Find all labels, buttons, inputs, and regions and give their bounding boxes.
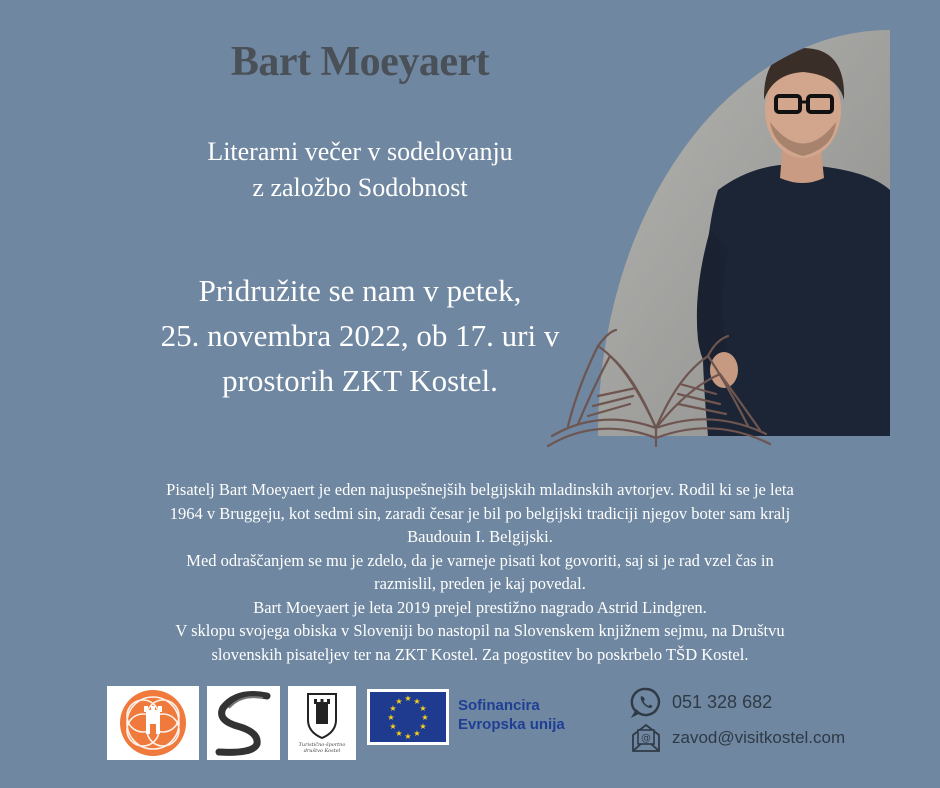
svg-text:@: @: [641, 733, 651, 744]
description-line: V sklopu svojega obiska v Sloveniji bo nastopil na Slovenskem knjižnem sejmu, na Društvu: [175, 621, 785, 640]
svg-text:★: ★: [419, 704, 427, 713]
description-line: Baudouin I. Belgijski.: [407, 527, 553, 546]
eu-cofunding-text: [458, 696, 565, 734]
svg-text:★: ★: [395, 697, 403, 706]
description-line: Bart Moeyaert je leta 2019 prejel prestižno nagrado Astrid Lindgren.: [253, 597, 707, 617]
tsd-kostel-caption: Turistično-športno društvo Kostel: [298, 742, 346, 754]
event-title: Bart Moeyaert: [230, 39, 490, 85]
eu-line-1: Sofinancira: [458, 697, 540, 714]
svg-text:★: ★: [421, 713, 429, 722]
description-line: Med odraščanjem se mu je zdelo, da je varneje pisati kot govoriti, saj si je rad vzel čas in: [186, 550, 774, 570]
description-line: 1964 v Bruggeju, kot sedmi sin, zaradi česar je bil po belgijski tradiciji njegov boter sam kralj: [169, 503, 791, 523]
description-line: slovenskih pisateljev ter na ZKT Kostel. Za pogostitev bo poskrbelo TŠD Kostel.: [211, 644, 749, 664]
svg-text:★: ★: [395, 729, 403, 738]
phone-number[interactable]: 051 328 682: [672, 691, 773, 712]
svg-text:★: ★: [404, 732, 412, 741]
svg-text:★: ★: [389, 722, 397, 731]
svg-text:★: ★: [413, 697, 421, 706]
subtitle-line-1: Literarni večer v sodelovanju: [207, 137, 513, 166]
author-description: [90, 478, 870, 666]
event-subtitle: [130, 134, 590, 206]
description-line: razmislil, preden je kaj povedal.: [374, 574, 586, 593]
event-line-2: 25. novembra 2022, ob 17. uri v: [160, 318, 560, 353]
svg-text:★: ★: [404, 694, 412, 703]
email-address[interactable]: zavod@visitkostel.com: [672, 728, 846, 747]
svg-text:★: ★: [389, 704, 397, 713]
zkt-kostel-logo: [107, 686, 199, 760]
event-details: [110, 268, 610, 403]
event-line-1: Pridružite se nam v petek,: [198, 273, 522, 308]
svg-text:★: ★: [419, 722, 427, 731]
svg-text:★: ★: [413, 729, 421, 738]
tsd-kostel-logo: [288, 686, 356, 760]
contact-phone: [630, 686, 772, 718]
description-line: Pisatelj Bart Moeyaert je eden najuspešnejših belgijskih mladinskih avtorjev. Rodil ki se je leta: [166, 480, 794, 499]
eu-line-2: Evropska unija: [458, 716, 565, 733]
svg-text:★: ★: [387, 713, 395, 722]
event-line-3: prostorih ZKT Kostel.: [222, 363, 498, 398]
whatsapp-icon: [630, 686, 662, 718]
contact-email: [630, 722, 845, 754]
eu-flag-icon: [367, 689, 449, 745]
subtitle-line-2: z založbo Sodobnost: [252, 173, 468, 202]
book-illustration: [538, 326, 778, 456]
email-icon: [630, 722, 662, 754]
sodobnost-logo: [207, 686, 280, 760]
